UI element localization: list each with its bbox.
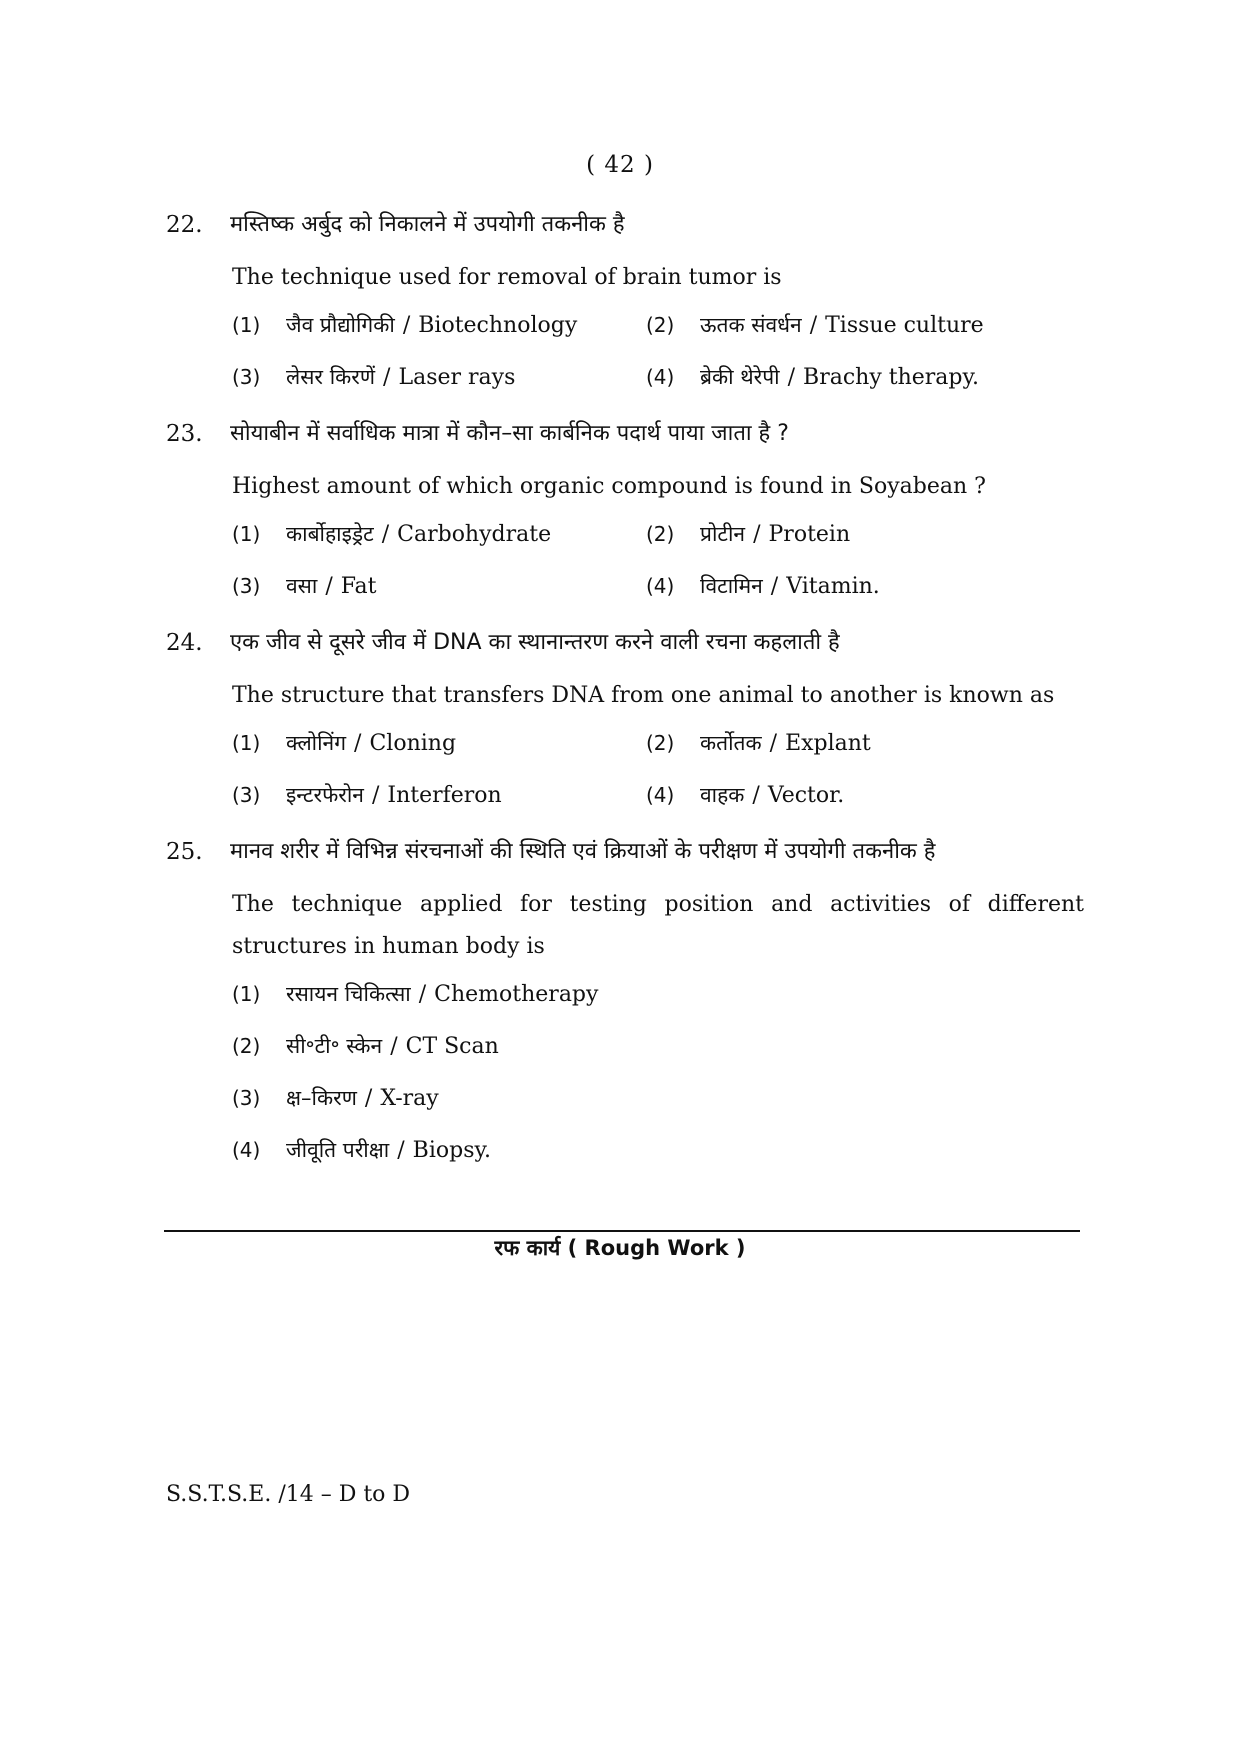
- option-2: (2) कर्तोतक / Explant: [646, 731, 871, 756]
- question-number: 25.: [166, 839, 203, 865]
- options-grid: [232, 717, 1084, 821]
- option-3: (3) लेसर किरणें / Laser rays: [232, 365, 516, 390]
- option-4: (4) जीवूति परीक्षा / Biopsy.: [232, 1138, 491, 1163]
- option-1: (1) कार्बोहाइड्रेट / Carbohydrate: [232, 522, 552, 547]
- question-text-hindi: एक जीव से दूसरे जीव में DNA का स्थानान्तरण करने वाली रचना कहलाती है: [230, 630, 840, 655]
- question-22: [166, 205, 1086, 403]
- option-2: (2) प्रोटीन / Protein: [646, 522, 851, 547]
- question-23: [166, 414, 1086, 612]
- question-text-hindi: सोयाबीन में सर्वाधिक मात्रा में कौन–सा कार्बनिक पदार्थ पाया जाता है ?: [230, 421, 789, 446]
- question-number: 24.: [166, 630, 203, 656]
- option-3: (3) इन्टरफेरोन / Interferon: [232, 783, 502, 808]
- question-text-hindi: मानव शरीर में विभिन्न संरचनाओं की स्थिति एवं क्रियाओं के परीक्षण में उपयोगी तकनीक है: [230, 839, 936, 864]
- question-text-english: The structure that transfers DNA from one animal to another is known as: [232, 683, 1055, 708]
- option-3: (3) क्ष–किरण / X-ray: [232, 1086, 439, 1111]
- question-text-english: The technique applied for testing position and activities of different structures in human body is: [232, 892, 1084, 959]
- option-4: (4) विटामिन / Vitamin.: [646, 574, 880, 599]
- option-1: (1) क्लोनिंग / Cloning: [232, 731, 457, 756]
- option-2: (2) सी॰टी॰ स्केन / CT Scan: [232, 1034, 499, 1059]
- option-1: (1) रसायन चिकित्सा / Chemotherapy: [232, 982, 599, 1007]
- option-2: (2) ऊतक संवर्धन / Tissue culture: [646, 313, 984, 338]
- question-number: 22.: [166, 212, 203, 238]
- options-grid: [232, 508, 1084, 612]
- question-25: [166, 832, 1086, 1176]
- page-number: ( 42 ): [586, 152, 654, 178]
- option-4: (4) ब्रेकी थेरेपी / Brachy therapy.: [646, 365, 979, 390]
- rough-work-heading: रफ कार्य ( Rough Work ): [494, 1236, 746, 1260]
- options-grid: [232, 299, 1084, 403]
- question-text-hindi: मस्तिष्क अर्बुद को निकालने में उपयोगी तकनीक है: [230, 212, 625, 237]
- rough-work-divider: [164, 1230, 1080, 1232]
- paper-code-footer: S.S.T.S.E. /14 – D to D: [166, 1482, 411, 1507]
- option-3: (3) वसा / Fat: [232, 574, 377, 599]
- question-number: 23.: [166, 421, 203, 447]
- options-list: [232, 968, 1084, 1176]
- question-text-english: Highest amount of which organic compound is found in Soyabean ?: [232, 474, 986, 499]
- option-4: (4) वाहक / Vector.: [646, 783, 845, 808]
- option-1: (1) जैव प्रौद्योगिकी / Biotechnology: [232, 313, 578, 338]
- question-text-english: The technique used for removal of brain tumor is: [232, 265, 782, 290]
- question-24: [166, 623, 1086, 821]
